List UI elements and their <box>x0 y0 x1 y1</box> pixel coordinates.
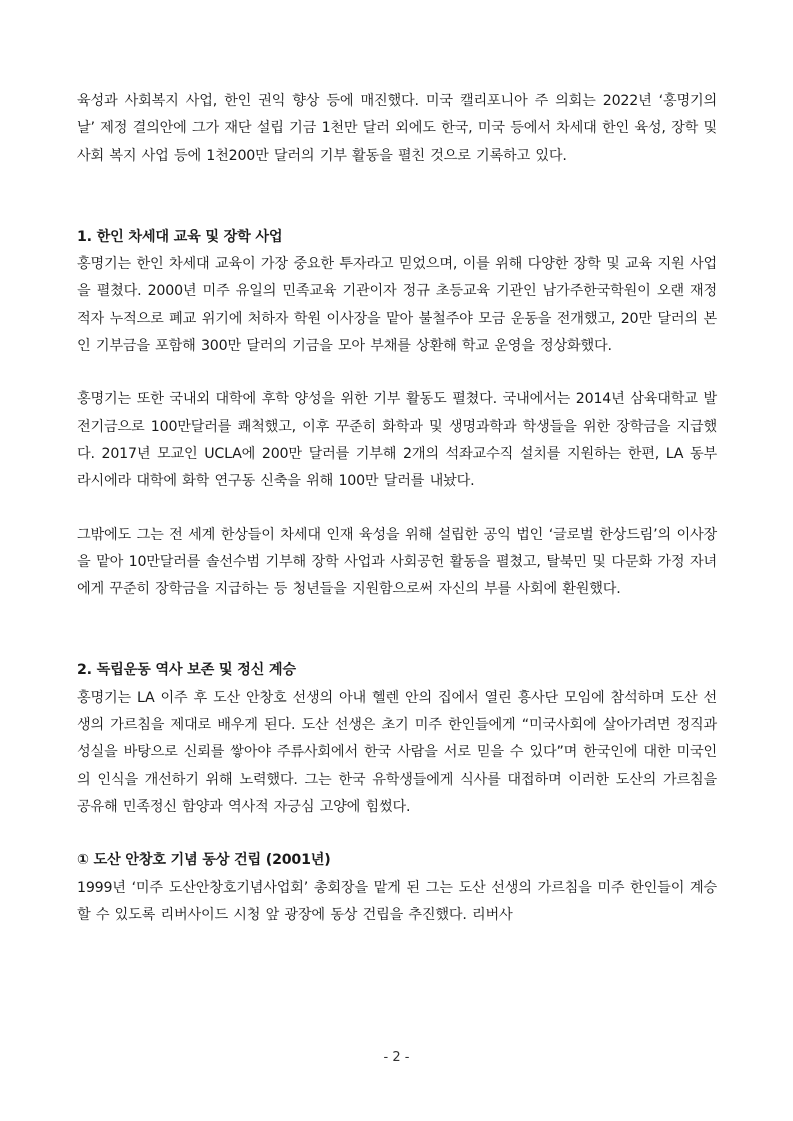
body-text <box>77 88 717 929</box>
page-number: - 2 - <box>383 1050 410 1065</box>
section-1-heading: 1. 한인 차세대 교육 및 장학 사업 <box>77 228 283 245</box>
paragraph-spacer <box>77 496 717 522</box>
section-1-paragraph-1: 홍명기는 한인 차세대 교육이 가장 중요한 투자라고 믿었으며, 이를 위해 다양한 장학 및 교육 지원 사업을 펼쳤다. 2000년 미주 유일의 민족교육 기관이자 정규 초등교육 기관인 남가주한국학원이 오랜 재정 적자 누적으로 폐교 위기에 처하자 학원 이사장을 맡아 불철주야 모금 운동을 전개했고, 20만 달러의 본인 기부금을 포함해 300만 달러의 기금을 모아 부채를 상환해 학교 운영을 정상화했다. <box>77 256 717 355</box>
section-spacer <box>77 170 717 224</box>
section-spacer <box>77 603 717 657</box>
intro-paragraph: 육성과 사회복지 사업, 한인 권익 향상 등에 매진했다. 미국 캘리포니아 주 의회는 2022년 ‘홍명기의 날’ 제정 결의안에 그가 재단 설립 기금 1천만 달러 외에도 한국, 미국 등에서 차세대 한인 육성, 장학 및 사회 복지 사업 등에 1천200만 달러의 기부 활동을 펼친 것으로 기록하고 있다. <box>77 93 717 164</box>
paragraph-spacer <box>77 821 717 847</box>
section-2-heading: 2. 독립운동 역사 보존 및 정신 계승 <box>77 662 296 679</box>
section-1-paragraph-3: 그밖에도 그는 전 세계 한상들이 차세대 인재 육성을 위해 설립한 공익 법인 ‘글로벌 한상드림’의 이사장을 맡아 10만달러를 솔선수범 기부해 장학 사업과 사회공헌 활동을 펼쳤고, 탈북민 및 다문화 가정 자녀에게 꾸준히 장학금을 지급하는 등 청년들을 지원함으로써 자신의 부를 사회에 환원했다. <box>77 526 717 598</box>
section-2-paragraph: 홍명기는 LA 이주 후 도산 안창호 선생의 아내 헬렌 안의 집에서 열린 흥사단 모임에 참석하며 도산 선생의 가르침을 제대로 배우게 된다. 도산 선생은 초기 미주 한인들에게 “미국사회에 살아가려면 정직과 성실을 바탕으로 신뢰를 쌓아야 주류사회에서 한국 사람을 서로 믿을 수 있다”며 한국인에 대한 미국인의 인식을 개선하기 위해 노력했다. 그는 한국 유학생들에게 식사를 대접하며 이러한 도산의 가르침을 공유해 민족정신 함양과 역사적 자긍심 고양에 힘썼다. <box>77 689 717 815</box>
subsection-paragraph: 1999년 ‘미주 도산안창호기념사업회’ 총회장을 맡게 된 그는 도산 선생의 가르침을 미주 한인들이 계승할 수 있도록 리버사이드 시청 앞 광장에 동상 건립을 추진했다. 리버사 <box>77 879 717 923</box>
paragraph-spacer <box>77 360 717 386</box>
subsection-heading: ① 도산 안창호 기념 동상 건립 (2001년) <box>77 852 331 869</box>
section-1-paragraph-2: 홍명기는 또한 국내외 대학에 후학 양성을 위한 기부 활동도 펼쳤다. 국내에서는 2014년 삼육대학교 발전기금으로 100만달러를 쾌척했고, 이후 꾸준히 화학과 및 생명과학과 학생들을 위한 장학금을 지급했다. 2017년 모교인 UCLA에 200만 달러를 기부해 2개의 석좌교수직 설치를 지원하는 한편, LA 동부 라시에라 대학에 화학 연구동 신축을 위해 100만 달러를 내놨다. <box>77 391 717 490</box>
